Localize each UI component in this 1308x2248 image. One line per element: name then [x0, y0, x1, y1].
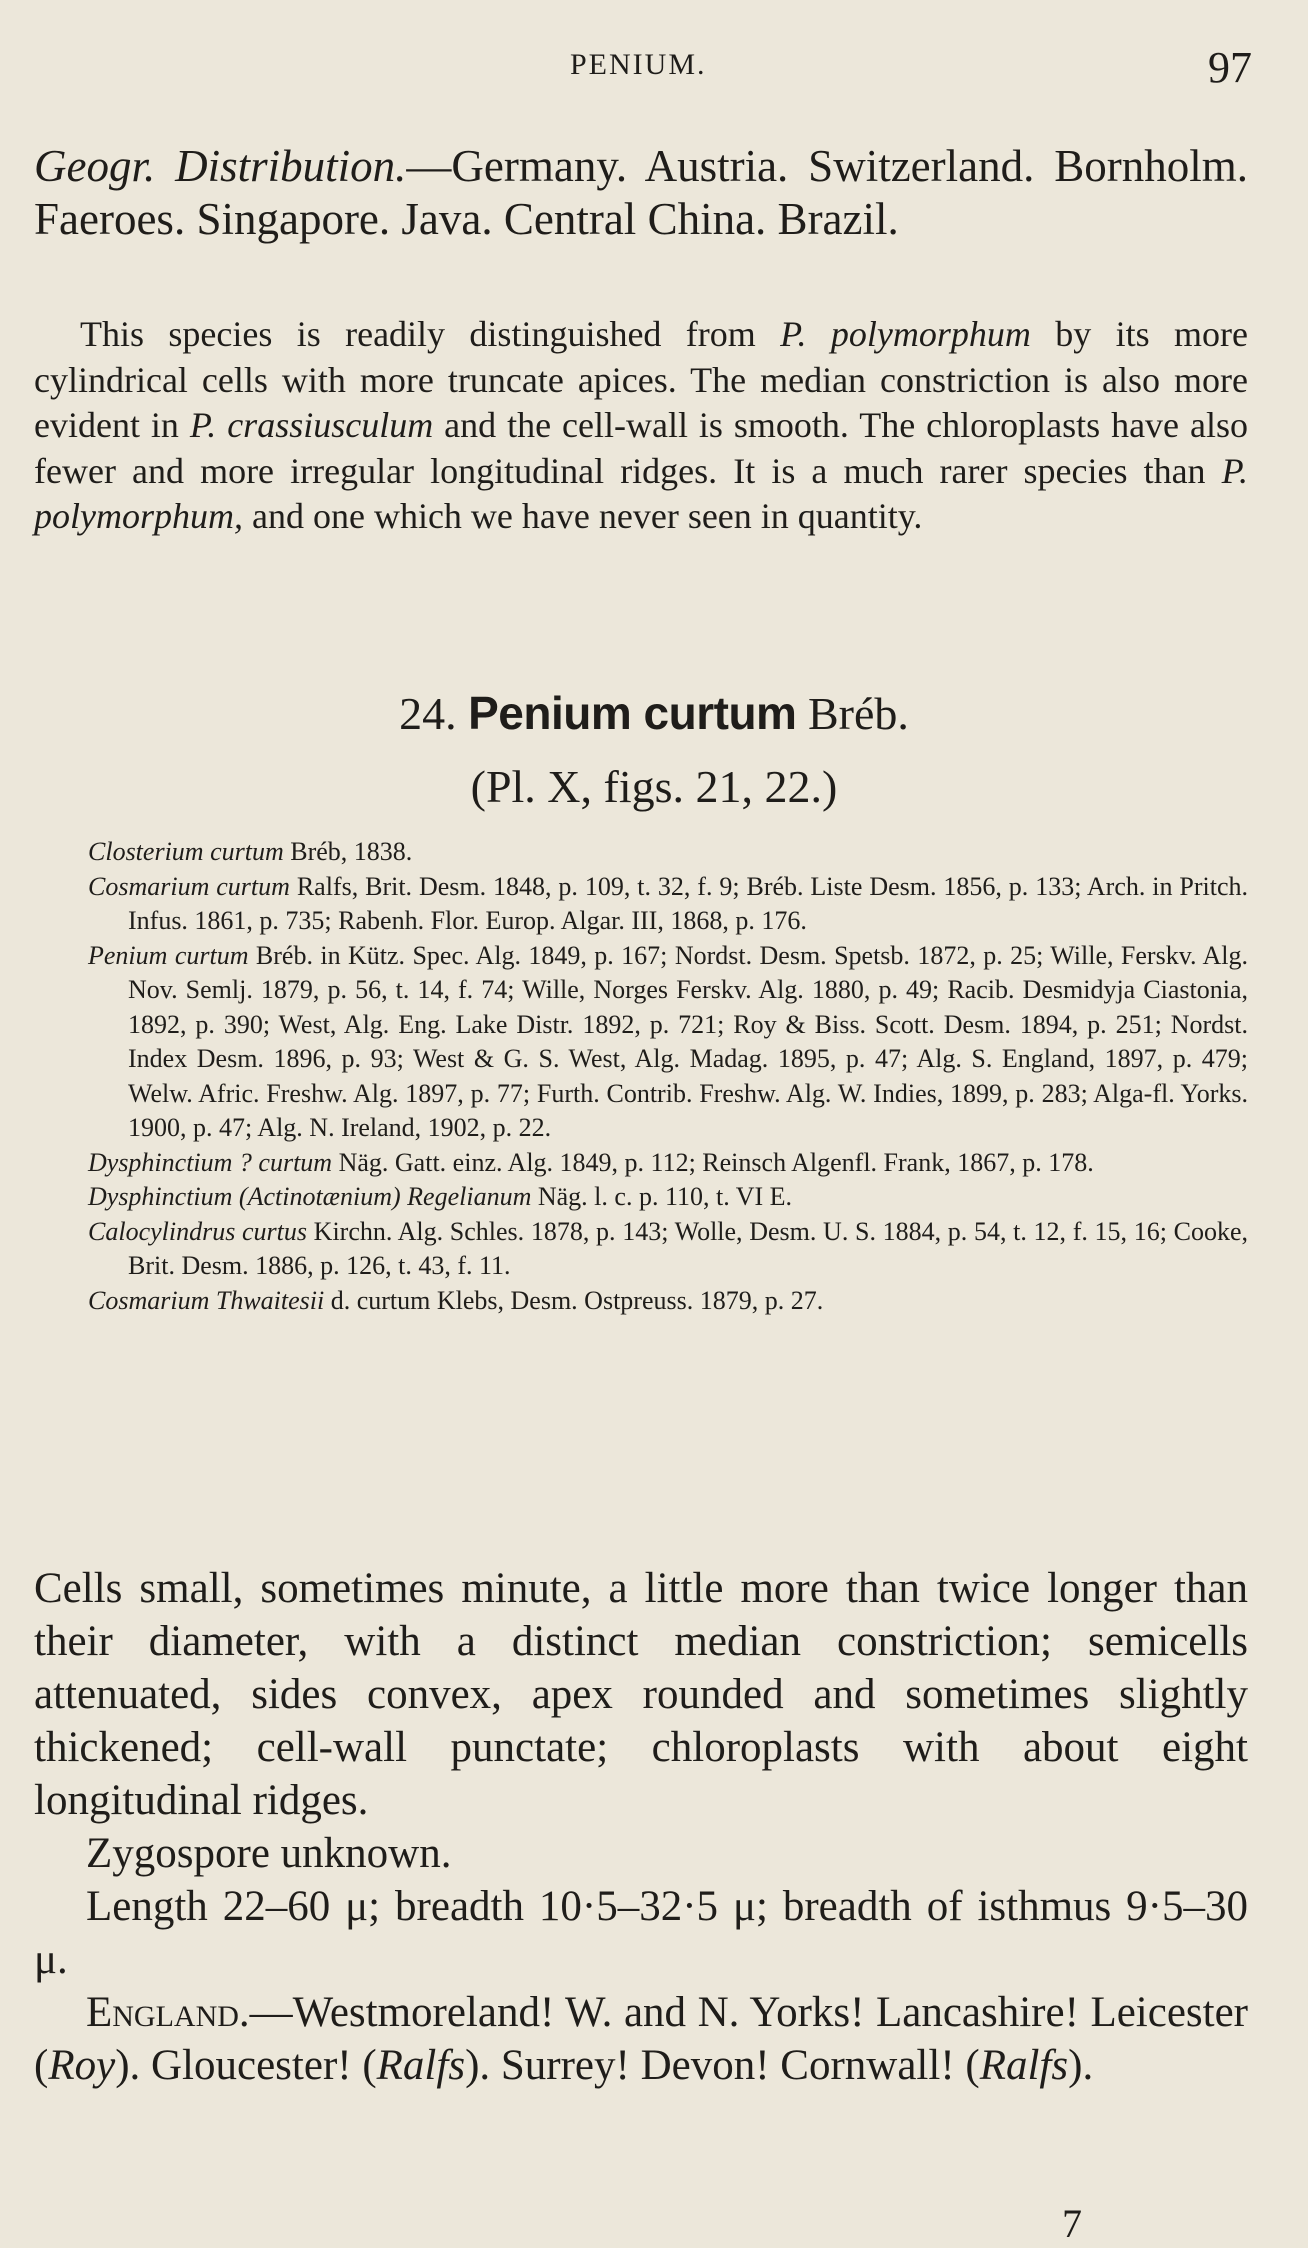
synonym-name: Cosmarium curtum: [88, 871, 290, 901]
synonym-entry: [88, 1146, 1248, 1181]
species-ref: P. polymorphum,: [34, 450, 1248, 536]
species-number: 24.: [399, 688, 457, 739]
discussion-text: This species is readily distinguished from: [80, 314, 781, 354]
locality-text: ).: [1068, 2042, 1094, 2089]
synonym-name: Cosmarium Thwaitesii: [88, 1285, 325, 1315]
discussion-text: and one which we have never seen in quantity.: [243, 496, 923, 536]
synonym-citation: Näg. Gatt. einz. Alg. 1849, p. 112; Reinsch Algenfl. Frank, 1867, p. 178.: [332, 1147, 1094, 1177]
discussion-paragraph: [34, 312, 1248, 540]
species-name: Penium curtum: [468, 687, 797, 739]
geo-text: —Germany. Austria. Switzerland. Bornholm. Faeroes. Singapore. Java. Central China. Brazil.: [34, 141, 1248, 244]
zygospore-note: Zygospore unknown.: [86, 1830, 452, 1877]
signature-mark: 7: [1062, 2201, 1082, 2246]
england-localities: [34, 1986, 1248, 2092]
running-title: PENIUM.: [570, 48, 707, 81]
species-ref: P. crassiusculum: [189, 405, 434, 445]
locality-text: ). Gloucester! (: [115, 2042, 377, 2089]
collector-name: Ralfs: [979, 2042, 1069, 2089]
synonymy-list: [88, 835, 1248, 1318]
synonym-entry: [88, 835, 1248, 870]
species-author: Bréb.: [807, 688, 909, 739]
discussion-text: by its more cylindrical cells with more truncate apices. The median constriction is also more evident in: [34, 314, 1249, 445]
synonym-name: Calocylindrus curtus: [88, 1216, 308, 1246]
page-number: 97: [1208, 43, 1252, 92]
collector-name: Roy: [48, 2042, 116, 2089]
synonym-entry: [88, 1215, 1248, 1284]
synonym-citation: Ralfs, Brit. Desm. 1848, p. 109, t. 32, f. 9; Bréb. Liste Desm. 1856, p. 133; Arch. in Pritch. Infus. 1861, p. 735; Rabenh. Flor. Europ. Algar. III, 1868, p. 176.: [128, 871, 1248, 935]
collector-name: Ralfs: [376, 2042, 466, 2089]
synonym-citation: Bréb. in Kütz. Spec. Alg. 1849, p. 167; Nordst. Desm. Spetsb. 1872, p. 25; Wille, Ferskv. Alg. Nov. Semlj. 1879, p. 56, t. 14, f. 74; Wille, Norges Ferskv. Alg. 1880, p. 49; Racib. Desmidyja Ciastonia, 1892, p. 390; West, Alg. Eng. Lake Distr. 1892, p. 721; Roy & Biss. Scott. Desm. 1894, p. 251; Nordst. Index Desm. 1896, p. 93; West & G. S. West, Alg. Madag. 1895, p. 47; Alg. S. England, 1897, p. 479; Welw. Afric. Freshw. Alg. 1897, p. 77; Furth. Contrib. Freshw. Alg. W. Indies, 1899, p. 283; Alga-fl. Yorks. 1900, p. 47; Alg. N. Ireland, 1902, p. 22.: [128, 940, 1248, 1142]
synonym-entry: [88, 870, 1248, 939]
discussion-text: and the cell-wall is smooth. The chloroplasts have also fewer and more irregular longitudinal ridges. It is a much rarer species than: [34, 405, 1248, 491]
synonym-name: Penium curtum: [88, 940, 249, 970]
geographic-distribution: [34, 140, 1248, 246]
species-ref: P. polymorphum: [780, 314, 1031, 354]
synonym-name: Closterium curtum: [88, 837, 284, 866]
locality-text: —Westmoreland! W. and N. Yorks! Lancashire! Leicester (: [34, 1989, 1248, 2089]
region-label: England.: [86, 1989, 250, 2036]
geo-label: Geogr. Distribution.: [34, 141, 407, 191]
cell-description: Cells small, sometimes minute, a little more than twice longer than their diameter, with a distinct median constriction; semicells attenuated, sides convex, apex rounded and sometimes slightly thickened; cell-wall punctate; chloroplasts with about eight longitudinal ridges.: [34, 1565, 1248, 1824]
locality-text: ). Surrey! Devon! Cornwall! (: [465, 2042, 980, 2089]
species-description: [34, 1562, 1248, 2092]
synonym-name: Dysphinctium (Actinotænium) Regelianum: [88, 1182, 532, 1211]
synonym-citation: Bréb, 1838.: [283, 837, 413, 866]
species-heading: [0, 686, 1308, 740]
synonym-entry: [88, 939, 1248, 1146]
measurements: Length 22–60 μ; breadth 10·5–32·5 μ; breadth of isthmus 9·5–30 μ.: [34, 1883, 1248, 1983]
synonym-name: Dysphinctium ? curtum: [88, 1147, 333, 1177]
synonym-entry: [88, 1180, 1248, 1215]
synonym-citation: Näg. l. c. p. 110, t. VI E.: [531, 1182, 793, 1211]
plate-reference: (Pl. X, figs. 21, 22.): [470, 761, 838, 812]
synonym-entry: [88, 1284, 1248, 1319]
synonym-citation: Kirchn. Alg. Schles. 1878, p. 143; Wolle, Desm. U. S. 1884, p. 54, t. 12, f. 15, 16; Cooke, Brit. Desm. 1886, p. 126, t. 43, f. 11.: [128, 1216, 1248, 1280]
synonym-citation: d. curtum Klebs, Desm. Ostpreuss. 1879, p. 27.: [324, 1285, 824, 1315]
